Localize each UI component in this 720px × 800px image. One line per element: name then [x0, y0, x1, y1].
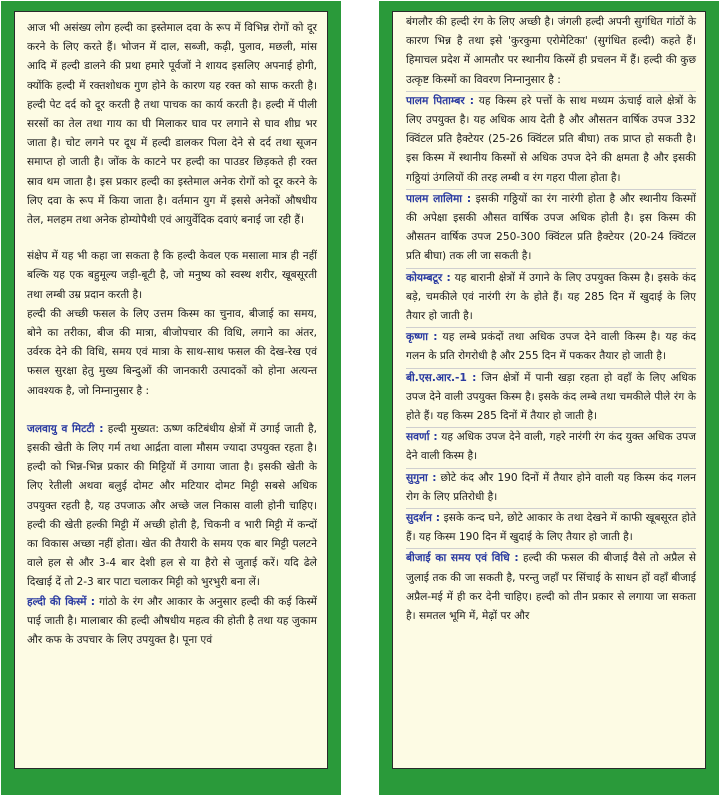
variety-krishna	[406, 328, 696, 368]
left-page-frame	[1, 1, 341, 795]
variety-text: इसकी गठ्ठियों का रंग नारंगी होता है और स्थानीय किस्मों की अपेक्षा इसकी औसत वार्षिक उपज अधिक होती है। इस किस्म की औसतन वार्षिक उपज 250-300 क्विंटल प्रति हैक्टेयर (20-24 क्विंटल प्रति बीघा) तक ली जा सकती है।	[406, 192, 697, 263]
variety-palam-lalima	[406, 190, 696, 269]
variety-title: बी.एस.आर.-1 :	[406, 371, 477, 384]
right-page-frame	[379, 1, 719, 795]
section-climate-soil-title: जलवायु व मिटटी :	[27, 422, 104, 435]
section-sowing-text: हल्दी की फसल की बीजाई वैसे तो अप्रैल से जुलाई तक की जा सकती है, परन्तु जहाँ पर सिंचाई के साधन हों वहाँ बीजाई अप्रैल-मई में ही कर देनी चाहिए। हल्दी को तीन प्रकार से लगाया जा सकता है। समतल भूमि में, मेढ़ों पर और	[406, 552, 696, 623]
variety-title: सुगुना :	[406, 471, 437, 484]
paragraph-cultivation-intro: हल्दी की अच्छी फसल के लिए उत्तम किस्म का चुनाव, बीजाई का समय, बोने का तरीका, बीज की मात्रा, बीजोपचार की विधि, लगाने का अंतर, उर्वरक देने की विधि, समय एवं मात्रा के साथ-साथ फसल की देख-रेख एवं फसल सुरक्षा हेतु मुख्य बिन्दुओं की जानकारी उत्पादकों को होना अत्यन्त आवश्यक है, जो निम्नानुसार है :	[27, 307, 317, 397]
section-varieties-text: गांठो के रंग और आकार के अनुसार हल्दी की कई किस्में पाई जाती है। मालाबार की हल्दी औषधीय महत्व की होती है तथा यह जुकाम और कफ के उपचार के लिए उपयुक्त है। पूना एवं	[27, 595, 317, 647]
paragraph-summary: संक्षेप में यह भी कहा जा सकता है कि हल्दी केवल एक मसाला मात्र ही नहीं बल्कि यह एक बहुमूल्य जड़ी-बूटी है, जो मनुष्य को स्वस्थ शरीर, खूबसूरती तथा लम्बी उम्र प्रदान करती है।	[27, 250, 317, 301]
section-sowing-title: बीजाई का समय एवं विधि :	[406, 552, 519, 565]
paragraph-medicinal-uses: आज भी असंख्य लोग हल्दी का इस्तेमाल दवा के रूप में विभिन्न रोगों को दूर करने के लिए करते हैं। भोजन में दाल, सब्जी, कढ़ी, पुलाव, मछली, मांस आदि में हल्दी डालने की प्रथा हमारे पूर्वजों ने शायद इसलिए अपनाई होगी, क्योंकि हल्दी में रक्तशोधक गुण होने के कारण यह रक्त को साफ करती है। हल्दी पेट दर्द को दूर करती है तथा पाचक का कार्य करती है। हल्दी में पीली सरसों का तेल तथा गाय का घी मिलाकर घाव पर लगाने से घाव शीघ्र भर जाता है। चोट लगने पर दूध में हल्दी डालकर पिला देने से दर्द तथा सूजन समाप्त हो जाती है। जोंक के काटने पर हल्दी का पाउडर छिड़कते ही रक्त स्राव थम जाता है। इस प्रकार हल्दी का इस्तेमाल अनेक रोगों को दूर करने के लिए दवा के रूप में किया जाता है। वर्तमान युग में इससे अनेकों औषधीय तेल, मलहम तथा अनेक होम्योपैथी एवं आयुर्वेदिक दवाएं बनाई जा रही हैं।	[27, 22, 317, 227]
varieties-intro: बंगलौर की हल्दी रंग के लिए अच्छी है। जंगली हल्दी अपनी सुगंधित गांठों के कारण भिन्न है तथा इसे 'कुरकुमा एरोमेटिका' (सुगंधित हल्दी) कहते हैं। हिमाचल प्रदेश में आमतौर पर स्थानीय किस्में ही प्रचलन में हैं। हल्दी की कुछ उत्कृष्ट किस्मों का विवरण निम्नानुसार है :	[406, 13, 696, 92]
variety-suvarna	[406, 428, 696, 468]
variety-text: यह अधिक उपज देने वाली, गहरे नारंगी रंग कंद युक्त अधिक उपज देने वाली किस्म है।	[406, 431, 696, 463]
section-climate-soil-text: हल्दी मुख्यत: ऊष्ण कटिबंधीय क्षेत्रों में उगाई जाती है, इसकी खेती के लिए गर्म तथा आर्द्रता वाला मौसम ज्यादा उपयुक्त रहता है। हल्दी को भिन्न-भिन्न प्रकार की मिट्टियों में उगाया जाता है। इसकी खेती के लिए रेतीली अथवा बलुई दोमट और मटियार दोमट मिट्टी सबसे अधिक उपयुक्त रहती है, यह उपजाऊ और अच्छे जल निकास वाली होनी चाहिए। हल्दी की खेती हल्की मिट्टी में अच्छी होती है, चिकनी व भारी मिट्टी में कन्दों का विकास अच्छा नहीं होता। खेत की तैयारी के समय एक बार मिट्टी पलटने वाले हल से और 3-4 बार देशी हल से या हैरो से जुताई करें। यदि ढेले दिखाई दें तो 2-3 बार पाटा चलाकर मिट्टी को भुरभुरी बना लें।	[27, 422, 318, 589]
variety-title: कृष्णा :	[406, 331, 438, 344]
variety-suguna	[406, 469, 696, 509]
variety-title: पालम पिताम्बर :	[406, 94, 474, 107]
variety-title: कोयम्बटूर :	[406, 271, 451, 284]
variety-title: पालम लालिमा :	[406, 192, 472, 205]
section-varieties	[27, 593, 317, 651]
variety-palam-pitambar	[406, 92, 696, 190]
section-varieties-title: हल्दी की किस्में :	[27, 595, 96, 608]
paragraph-gap	[27, 401, 317, 420]
paragraph-gap	[27, 230, 317, 247]
variety-text: यह लम्बे प्रकंदों तथा अधिक उपज देने वाली किस्म है। यह कंद गलन के प्रति रोगरोधी है और 255 दिन में पककर तैयार हो जाती है।	[406, 331, 696, 363]
variety-text: जिन क्षेत्रों में पानी खड़ा रहता हो वहाँ के लिए अधिक उपज देने वाली उपयुक्त किस्म है। इसके कंद लम्बे तथा चमकीले पीले रंग के होते हैं। यह किस्म 285 दिनों में तैयार हो जाती है।	[406, 371, 696, 423]
left-page	[14, 11, 328, 769]
variety-bsr-1	[406, 369, 696, 429]
variety-coimbatore	[406, 269, 696, 329]
section-climate-soil	[27, 420, 317, 593]
variety-title: सुदर्शन :	[406, 512, 440, 525]
right-page	[392, 11, 706, 769]
variety-title: सवर्णा :	[406, 431, 438, 444]
variety-text: यह किस्म हरे पत्तों के साथ मध्यम ऊंचाई वाले क्षेत्रों के लिए उपयुक्त है। यह अधिक आय देती है और औसतन वार्षिक उपज 332 क्विंटल प्रति हैक्टेयर (25-26 क्विंटल प्रति बीघा) तक प्राप्त हो सकती है। इस किस्म में स्थानीय किस्मों से अधिक उपज देने की क्षमता है और इसकी गठ्ठियां उंगलियों की तरह लम्बी व रंग गहरा पीला होता है।	[406, 94, 696, 184]
variety-text: छोटे कंद और 190 दिनों में तैयार होने वाली यह किस्म कंद गलन रोग के लिए प्रतिरोधी है।	[406, 471, 696, 503]
variety-text: यह बारानी क्षेत्रों में उगाने के लिए उपयुक्त किस्म है। इसके कंद बड़े, चमकीले एवं नारंगी रंग के होते हैं। यह 285 दिन में खुदाई के लिए तैयार हो जाती है।	[406, 271, 696, 323]
section-sowing-time-method	[406, 549, 696, 626]
variety-text: इसके कन्द घने, छोटे आकार के तथा देखने में काफी खूबसूरत होते हैं। यह किस्म 190 दिन में खुदाई के लिए तैयार हो जाती है।	[406, 512, 697, 544]
variety-sudarshan	[406, 509, 696, 549]
